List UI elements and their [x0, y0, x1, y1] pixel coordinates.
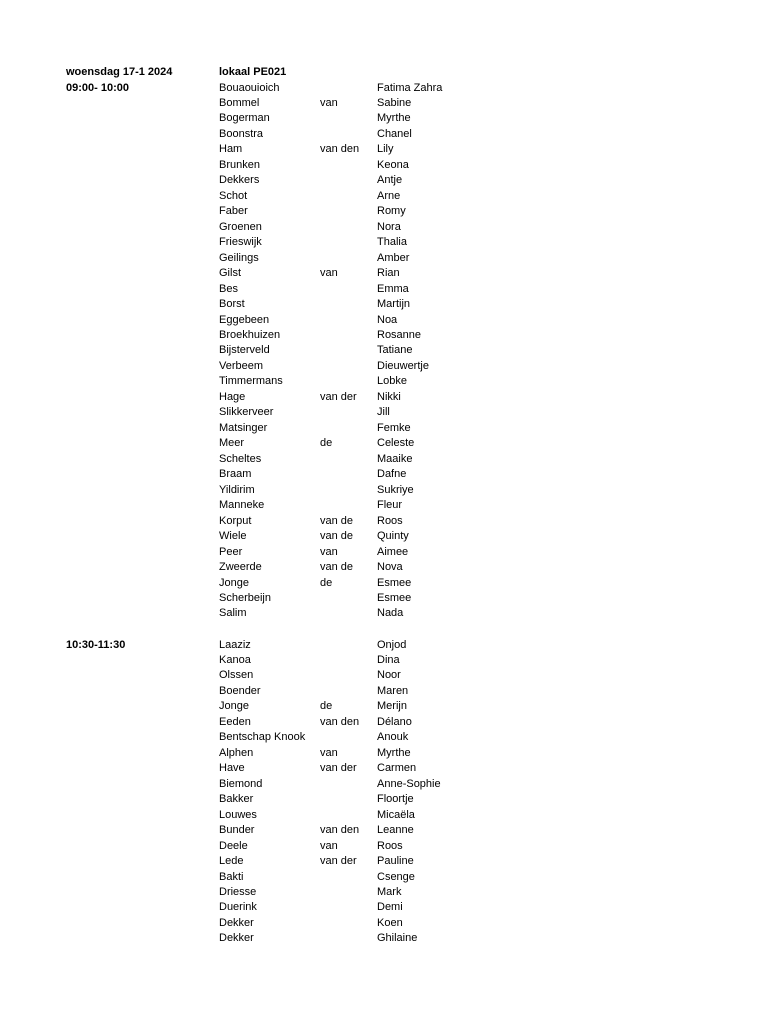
last-name-cell: Zweerde: [219, 561, 262, 574]
first-name-cell: Tatiane: [377, 344, 413, 357]
first-name-cell: Nikki: [377, 390, 401, 403]
last-name-cell: Korput: [219, 514, 252, 527]
name-prefix-cell: de: [320, 576, 333, 589]
student-row: [0, 142, 768, 157]
last-name-cell: Dekker: [219, 916, 254, 929]
student-row: [0, 606, 768, 621]
last-name-cell: Jonge: [219, 576, 249, 589]
date-label: woensdag 17-1 2024: [66, 66, 173, 78]
last-name-cell: Scherbeijn: [219, 591, 271, 604]
last-name-cell: Bunder: [219, 824, 255, 837]
last-name-cell: Biemond: [219, 777, 263, 790]
first-name-cell: Roos: [377, 839, 403, 852]
last-name-cell: Frieswijk: [219, 236, 262, 249]
student-row: [0, 297, 768, 312]
first-name-cell: Rosanne: [377, 329, 422, 341]
student-row: [0, 545, 768, 560]
last-name-cell: Olssen: [219, 669, 254, 682]
first-name-cell: Jill: [377, 406, 390, 419]
first-name-cell: Sukriye: [377, 483, 414, 496]
first-name-cell: Martijn: [377, 298, 411, 311]
last-name-cell: Boonstra: [219, 127, 264, 140]
last-name-cell: Louwes: [219, 808, 257, 821]
last-name-cell: Lede: [219, 855, 244, 868]
first-name-cell: Dina: [377, 653, 400, 666]
last-name-cell: Bakker: [219, 793, 254, 806]
first-name-cell: Romy: [377, 205, 406, 218]
first-name-cell: Carmen: [377, 762, 417, 775]
first-name-cell: Amber: [377, 251, 410, 264]
student-row: [0, 900, 768, 915]
first-name-cell: Keona: [377, 158, 409, 171]
first-name-cell: Myrthe: [377, 746, 411, 759]
last-name-cell: Salim: [219, 607, 247, 620]
name-prefix-cell: van der: [320, 855, 357, 868]
last-name-cell: Brunken: [219, 158, 260, 171]
first-name-cell: Rian: [377, 267, 400, 280]
name-prefix-cell: van de: [320, 514, 354, 527]
session-block-1: [0, 81, 768, 622]
last-name-cell: Peer: [219, 545, 243, 558]
student-row: [0, 204, 768, 219]
last-name-cell: Slikkerveer: [219, 406, 274, 419]
last-name-cell: Geilings: [219, 251, 259, 264]
first-name-cell: Esmee: [377, 591, 412, 604]
student-row: [0, 81, 768, 96]
student-row: [0, 854, 768, 869]
last-name-cell: Dekker: [219, 932, 254, 945]
student-row: [0, 808, 768, 823]
last-name-cell: Bijsterveld: [219, 344, 270, 357]
first-name-cell: Femke: [377, 421, 411, 434]
student-row: [0, 251, 768, 266]
first-name-cell: Aimee: [377, 545, 409, 558]
student-row: [0, 328, 768, 343]
last-name-cell: Bogerman: [219, 112, 270, 125]
last-name-cell: Bentschap Knook: [219, 731, 306, 744]
first-name-cell: Fatima Zahra: [377, 81, 443, 94]
last-name-cell: Bakti: [219, 870, 244, 883]
session-time: 10:30-11:30: [66, 638, 126, 651]
last-name-cell: Dekkers: [219, 174, 260, 187]
student-row: [0, 220, 768, 235]
student-row: [0, 931, 768, 946]
student-row: [0, 452, 768, 467]
last-name-cell: Bommel: [219, 96, 260, 109]
name-prefix-cell: van den: [320, 824, 360, 837]
student-row: [0, 792, 768, 807]
last-name-cell: Driesse: [219, 886, 257, 898]
last-name-cell: Have: [219, 762, 245, 775]
student-row: [0, 282, 768, 297]
student-row: [0, 421, 768, 436]
last-name-cell: Schot: [219, 189, 248, 202]
student-row: [0, 576, 768, 591]
first-name-cell: Anouk: [377, 731, 409, 744]
student-row: [0, 560, 768, 575]
name-prefix-cell: van: [320, 746, 338, 759]
first-name-cell: Chanel: [377, 127, 412, 140]
student-row: [0, 653, 768, 668]
student-row: [0, 189, 768, 204]
first-name-cell: Nada: [377, 607, 404, 620]
student-row: [0, 715, 768, 730]
last-name-cell: Borst: [219, 298, 245, 311]
first-name-cell: Micaëla: [377, 808, 415, 821]
first-name-cell: Fleur: [377, 499, 403, 512]
first-name-cell: Onjod: [377, 638, 407, 651]
last-name-cell: Scheltes: [219, 452, 262, 465]
last-name-cell: Kanoa: [219, 653, 251, 666]
first-name-cell: Pauline: [377, 855, 414, 868]
first-name-cell: Noa: [377, 313, 398, 326]
name-prefix-cell: van: [320, 96, 338, 109]
student-row: [0, 390, 768, 405]
last-name-cell: Eggebeen: [219, 313, 270, 326]
first-name-cell: Celeste: [377, 437, 415, 450]
first-name-cell: Floortje: [377, 793, 414, 806]
student-row: [0, 343, 768, 358]
student-row: [0, 870, 768, 885]
student-row: [0, 235, 768, 250]
session-block-2: [0, 638, 768, 947]
last-name-cell: Bes: [219, 282, 238, 295]
name-prefix-cell: de: [320, 700, 333, 713]
student-row: [0, 668, 768, 683]
session-time: 09:00- 10:00: [66, 81, 129, 94]
first-name-cell: Quinty: [377, 530, 409, 543]
student-row: [0, 885, 768, 900]
student-row: [0, 699, 768, 714]
student-row: [0, 467, 768, 482]
student-row: [0, 359, 768, 374]
name-prefix-cell: de: [320, 437, 333, 450]
student-row: [0, 173, 768, 188]
last-name-cell: Groenen: [219, 220, 262, 233]
student-row: [0, 746, 768, 761]
name-prefix-cell: van de: [320, 530, 354, 543]
student-row: [0, 730, 768, 745]
last-name-cell: Duerink: [219, 901, 257, 914]
first-name-cell: Nora: [377, 220, 401, 233]
student-row: [0, 591, 768, 606]
last-name-cell: Yildirim: [219, 483, 255, 496]
name-prefix-cell: van der: [320, 762, 357, 775]
student-row: [0, 777, 768, 792]
name-prefix-cell: van den: [320, 715, 360, 728]
student-row: [0, 823, 768, 838]
student-row: [0, 374, 768, 389]
student-row: [0, 761, 768, 776]
first-name-cell: Anne-Sophie: [377, 777, 441, 790]
first-name-cell: Emma: [377, 282, 409, 295]
first-name-cell: Nova: [377, 561, 403, 574]
room-label: lokaal PE021: [219, 66, 287, 78]
last-name-cell: Alphen: [219, 746, 254, 759]
last-name-cell: Hage: [219, 390, 246, 403]
first-name-cell: Lily: [377, 143, 394, 156]
last-name-cell: Gilst: [219, 267, 241, 280]
last-name-cell: Laaziz: [219, 638, 251, 651]
first-name-cell: Sabine: [377, 96, 412, 109]
last-name-cell: Jonge: [219, 700, 249, 713]
first-name-cell: Mark: [377, 886, 402, 898]
first-name-cell: Ghilaine: [377, 932, 418, 945]
first-name-cell: Antje: [377, 174, 403, 187]
first-name-cell: Csenge: [377, 870, 415, 883]
student-row: [0, 158, 768, 173]
first-name-cell: Maaike: [377, 452, 413, 465]
document-header: [0, 65, 768, 81]
last-name-cell: Braam: [219, 468, 252, 481]
last-name-cell: Boender: [219, 684, 261, 697]
student-row: [0, 266, 768, 281]
name-prefix-cell: van: [320, 267, 338, 280]
first-name-cell: Délano: [377, 715, 412, 728]
first-name-cell: Merijn: [377, 700, 407, 713]
student-row: [0, 839, 768, 854]
name-prefix-cell: van den: [320, 143, 360, 156]
student-row: [0, 529, 768, 544]
first-name-cell: Koen: [377, 916, 403, 929]
student-row: [0, 436, 768, 451]
student-row: [0, 127, 768, 142]
first-name-cell: Lobke: [377, 375, 407, 388]
last-name-cell: Deele: [219, 839, 248, 852]
last-name-cell: Faber: [219, 205, 248, 218]
first-name-cell: Leanne: [377, 824, 414, 837]
last-name-cell: Eeden: [219, 715, 251, 728]
student-row: [0, 483, 768, 498]
student-row: [0, 498, 768, 513]
last-name-cell: Ham: [219, 143, 243, 156]
first-name-cell: Arne: [377, 189, 401, 202]
name-prefix-cell: van: [320, 545, 338, 558]
first-name-cell: Dieuwertje: [377, 359, 429, 372]
first-name-cell: Roos: [377, 514, 403, 527]
last-name-cell: Manneke: [219, 499, 265, 512]
first-name-cell: Myrthe: [377, 112, 411, 125]
last-name-cell: Meer: [219, 437, 245, 450]
name-prefix-cell: van de: [320, 561, 354, 574]
last-name-cell: Matsinger: [219, 421, 268, 434]
student-row: [0, 313, 768, 328]
first-name-cell: Maren: [377, 684, 409, 697]
student-row: [0, 916, 768, 931]
first-name-cell: Dafne: [377, 468, 407, 481]
last-name-cell: Broekhuizen: [219, 329, 281, 341]
last-name-cell: Wiele: [219, 530, 247, 543]
student-row: [0, 405, 768, 420]
last-name-cell: Verbeem: [219, 359, 264, 372]
first-name-cell: Demi: [377, 901, 403, 914]
name-prefix-cell: van der: [320, 390, 357, 403]
first-name-cell: Noor: [377, 669, 401, 682]
last-name-cell: Timmermans: [219, 375, 283, 388]
student-row: [0, 684, 768, 699]
first-name-cell: Esmee: [377, 576, 412, 589]
first-name-cell: Thalia: [377, 236, 407, 249]
student-row: [0, 638, 768, 653]
name-prefix-cell: van: [320, 839, 338, 852]
student-row: [0, 111, 768, 126]
student-row: [0, 96, 768, 111]
student-row: [0, 514, 768, 529]
last-name-cell: Bouaouioich: [219, 81, 280, 94]
